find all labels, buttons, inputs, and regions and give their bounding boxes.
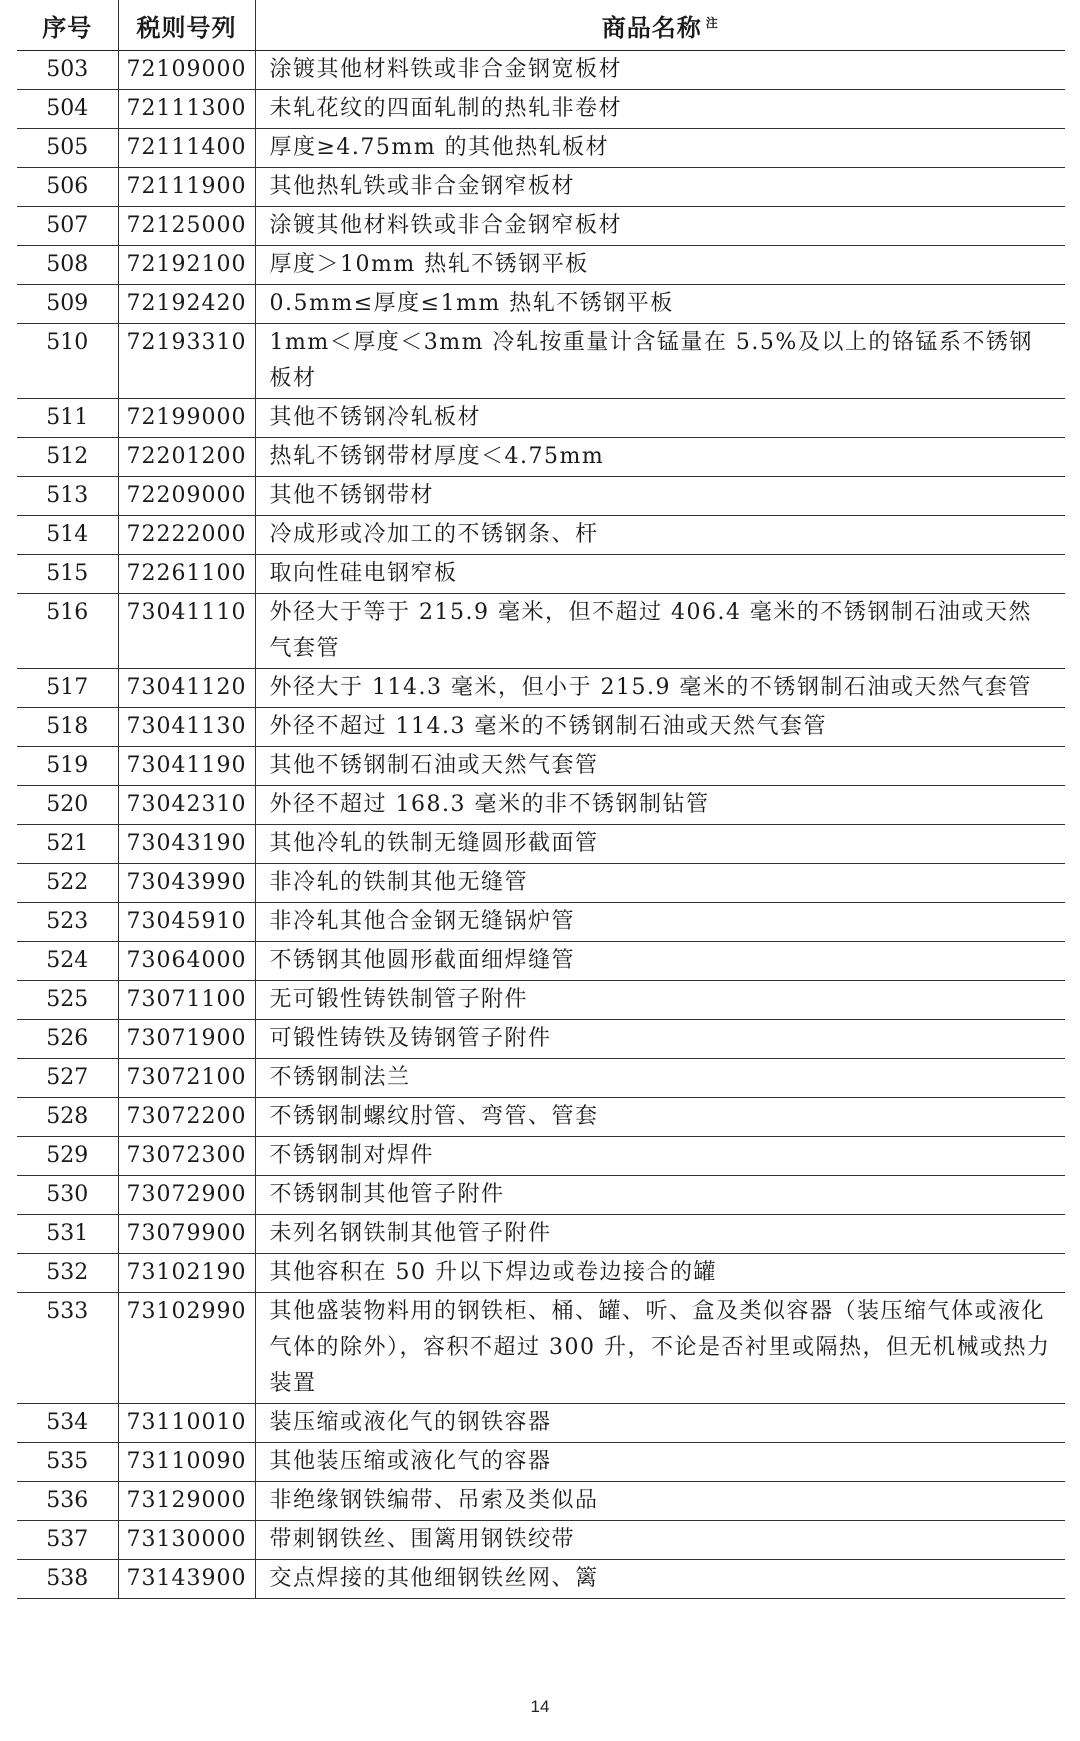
- tariff-code-cell: 73071100: [118, 981, 255, 1020]
- header-row: [17, 0, 1065, 51]
- seq-cell: 518: [17, 708, 118, 747]
- product-name-cell: 其他容积在 50 升以下焊边或卷边接合的罐: [255, 1254, 1065, 1293]
- table-row: [17, 708, 1065, 747]
- product-name-cell: 无可锻性铸铁制管子附件: [255, 981, 1065, 1020]
- product-name-cell: 不锈钢制对焊件: [255, 1137, 1065, 1176]
- table-row: [17, 129, 1065, 168]
- table-row: [17, 168, 1065, 207]
- product-name-cell: 非冷轧其他合金钢无缝锅炉管: [255, 903, 1065, 942]
- tariff-code-cell: 72192420: [118, 285, 255, 324]
- tariff-code-cell: 73041120: [118, 669, 255, 708]
- seq-cell: 505: [17, 129, 118, 168]
- product-name-cell: 0.5mm≤厚度≤1mm 热轧不锈钢平板: [255, 285, 1065, 324]
- tariff-code-cell: 73071900: [118, 1020, 255, 1059]
- tariff-code-cell: 72209000: [118, 477, 255, 516]
- seq-cell: 506: [17, 168, 118, 207]
- product-name-cell: 未列名钢铁制其他管子附件: [255, 1215, 1065, 1254]
- table-row: [17, 516, 1065, 555]
- table-row: [17, 1482, 1065, 1521]
- product-name-cell: 其他冷轧的铁制无缝圆形截面管: [255, 825, 1065, 864]
- table-row: [17, 438, 1065, 477]
- table-row: [17, 285, 1065, 324]
- tariff-code-cell: 73043990: [118, 864, 255, 903]
- tariff-table: [17, 0, 1065, 1599]
- seq-cell: 515: [17, 555, 118, 594]
- table-row: [17, 942, 1065, 981]
- product-name-cell: 外径不超过 168.3 毫米的非不锈钢制钻管: [255, 786, 1065, 825]
- table-row: [17, 825, 1065, 864]
- product-name-cell: 不锈钢制法兰: [255, 1059, 1065, 1098]
- table-body: [17, 51, 1065, 1599]
- seq-cell: 530: [17, 1176, 118, 1215]
- header-code-label: 税则号列: [136, 13, 237, 42]
- tariff-code-cell: 73102190: [118, 1254, 255, 1293]
- seq-cell: 531: [17, 1215, 118, 1254]
- seq-cell: 528: [17, 1098, 118, 1137]
- seq-cell: 521: [17, 825, 118, 864]
- seq-cell: 522: [17, 864, 118, 903]
- tariff-code-cell: 73043190: [118, 825, 255, 864]
- product-name-cell: 非冷轧的铁制其他无缝管: [255, 864, 1065, 903]
- seq-cell: 509: [17, 285, 118, 324]
- header-code: [118, 0, 255, 51]
- seq-cell: 511: [17, 399, 118, 438]
- tariff-code-cell: 73041130: [118, 708, 255, 747]
- seq-cell: 516: [17, 594, 118, 669]
- tariff-code-cell: 73041190: [118, 747, 255, 786]
- header-seq-label: 序号: [42, 13, 93, 42]
- product-name-cell: 不锈钢其他圆形截面细焊缝管: [255, 942, 1065, 981]
- tariff-code-cell: 73072300: [118, 1137, 255, 1176]
- seq-cell: 532: [17, 1254, 118, 1293]
- seq-cell: 537: [17, 1521, 118, 1560]
- tariff-code-cell: 72111900: [118, 168, 255, 207]
- table-row: [17, 555, 1065, 594]
- seq-cell: 536: [17, 1482, 118, 1521]
- tariff-code-cell: 72222000: [118, 516, 255, 555]
- table-row: [17, 324, 1065, 399]
- product-name-cell: 涂镀其他材料铁或非合金钢窄板材: [255, 207, 1065, 246]
- table-row: [17, 786, 1065, 825]
- header-name-note: 注: [705, 15, 719, 30]
- header-name-label: 商品名称: [601, 13, 702, 42]
- product-name-cell: 不锈钢制其他管子附件: [255, 1176, 1065, 1215]
- tariff-code-cell: 72109000: [118, 51, 255, 90]
- table-row: [17, 1098, 1065, 1137]
- seq-cell: 523: [17, 903, 118, 942]
- seq-cell: 520: [17, 786, 118, 825]
- product-name-cell: 可锻性铸铁及铸钢管子附件: [255, 1020, 1065, 1059]
- seq-cell: 507: [17, 207, 118, 246]
- seq-cell: 510: [17, 324, 118, 399]
- seq-cell: 526: [17, 1020, 118, 1059]
- product-name-cell: 涂镀其他材料铁或非合金钢宽板材: [255, 51, 1065, 90]
- product-name-cell: 非绝缘钢铁编带、吊索及类似品: [255, 1482, 1065, 1521]
- header-seq: [17, 0, 118, 51]
- table-header: [17, 0, 1065, 51]
- seq-cell: 525: [17, 981, 118, 1020]
- seq-cell: 524: [17, 942, 118, 981]
- product-name-cell: 其他不锈钢冷轧板材: [255, 399, 1065, 438]
- table-row: [17, 399, 1065, 438]
- product-name-cell: 外径不超过 114.3 毫米的不锈钢制石油或天然气套管: [255, 708, 1065, 747]
- product-name-cell: 1mm＜厚度＜3mm 冷轧按重量计含锰量在 5.5%及以上的铬锰系不锈钢板材: [255, 324, 1065, 399]
- tariff-code-cell: 73079900: [118, 1215, 255, 1254]
- tariff-code-cell: 73072200: [118, 1098, 255, 1137]
- table-row: [17, 747, 1065, 786]
- seq-cell: 538: [17, 1560, 118, 1599]
- seq-cell: 513: [17, 477, 118, 516]
- page-number: 14: [530, 1697, 550, 1716]
- seq-cell: 534: [17, 1404, 118, 1443]
- tariff-code-cell: 73143900: [118, 1560, 255, 1599]
- product-name-cell: 热轧不锈钢带材厚度＜4.75mm: [255, 438, 1065, 477]
- table-row: [17, 51, 1065, 90]
- product-name-cell: 其他盛装物料用的钢铁柜、桶、罐、听、盒及类似容器（装压缩气体或液化气体的除外），容积不超过 300 升，不论是否衬里或隔热，但无机械或热力装置: [255, 1293, 1065, 1404]
- tariff-code-cell: 73045910: [118, 903, 255, 942]
- product-name-cell: 厚度＞10mm 热轧不锈钢平板: [255, 246, 1065, 285]
- table-row: [17, 903, 1065, 942]
- table-row: [17, 477, 1065, 516]
- product-name-cell: 装压缩或液化气的钢铁容器: [255, 1404, 1065, 1443]
- table-row: [17, 981, 1065, 1020]
- table-row: [17, 594, 1065, 669]
- seq-cell: 512: [17, 438, 118, 477]
- tariff-code-cell: 72125000: [118, 207, 255, 246]
- product-name-cell: 带刺钢铁丝、围篱用钢铁绞带: [255, 1521, 1065, 1560]
- product-name-cell: 其他装压缩或液化气的容器: [255, 1443, 1065, 1482]
- table-row: [17, 669, 1065, 708]
- tariff-code-cell: 73041110: [118, 594, 255, 669]
- product-name-cell: 其他不锈钢带材: [255, 477, 1065, 516]
- table-row: [17, 1215, 1065, 1254]
- tariff-code-cell: 72199000: [118, 399, 255, 438]
- seq-cell: 517: [17, 669, 118, 708]
- table-row: [17, 1059, 1065, 1098]
- product-name-cell: 外径大于等于 215.9 毫米，但不超过 406.4 毫米的不锈钢制石油或天然气套管: [255, 594, 1065, 669]
- tariff-code-cell: 72261100: [118, 555, 255, 594]
- tariff-code-cell: 73064000: [118, 942, 255, 981]
- table-row: [17, 90, 1065, 129]
- seq-cell: 533: [17, 1293, 118, 1404]
- seq-cell: 504: [17, 90, 118, 129]
- product-name-cell: 取向性硅电钢窄板: [255, 555, 1065, 594]
- tariff-code-cell: 73110010: [118, 1404, 255, 1443]
- product-name-cell: 不锈钢制螺纹肘管、弯管、管套: [255, 1098, 1065, 1137]
- table-row: [17, 1404, 1065, 1443]
- tariff-code-cell: 72192100: [118, 246, 255, 285]
- seq-cell: 527: [17, 1059, 118, 1098]
- product-name-cell: 厚度≥4.75mm 的其他热轧板材: [255, 129, 1065, 168]
- tariff-code-cell: 73129000: [118, 1482, 255, 1521]
- table-row: [17, 1254, 1065, 1293]
- table-row: [17, 1443, 1065, 1482]
- header-name: [255, 0, 1065, 51]
- seq-cell: 508: [17, 246, 118, 285]
- seq-cell: 535: [17, 1443, 118, 1482]
- product-name-cell: 外径大于 114.3 毫米，但小于 215.9 毫米的不锈钢制石油或天然气套管: [255, 669, 1065, 708]
- table-row: [17, 1176, 1065, 1215]
- product-name-cell: 未轧花纹的四面轧制的热轧非卷材: [255, 90, 1065, 129]
- tariff-code-cell: 72201200: [118, 438, 255, 477]
- table-row: [17, 207, 1065, 246]
- table-row: [17, 1521, 1065, 1560]
- table-row: [17, 1560, 1065, 1599]
- tariff-code-cell: 72111300: [118, 90, 255, 129]
- table-row: [17, 864, 1065, 903]
- table-row: [17, 1293, 1065, 1404]
- table-row: [17, 1020, 1065, 1059]
- table-row: [17, 246, 1065, 285]
- tariff-code-cell: 73042310: [118, 786, 255, 825]
- product-name-cell: 其他不锈钢制石油或天然气套管: [255, 747, 1065, 786]
- tariff-code-cell: 72111400: [118, 129, 255, 168]
- product-name-cell: 冷成形或冷加工的不锈钢条、杆: [255, 516, 1065, 555]
- seq-cell: 519: [17, 747, 118, 786]
- table-row: [17, 1137, 1065, 1176]
- tariff-code-cell: 73110090: [118, 1443, 255, 1482]
- seq-cell: 503: [17, 51, 118, 90]
- product-name-cell: 其他热轧铁或非合金钢窄板材: [255, 168, 1065, 207]
- tariff-code-cell: 73102990: [118, 1293, 255, 1404]
- tariff-code-cell: 73130000: [118, 1521, 255, 1560]
- seq-cell: 514: [17, 516, 118, 555]
- product-name-cell: 交点焊接的其他细钢铁丝网、篱: [255, 1560, 1065, 1599]
- seq-cell: 529: [17, 1137, 118, 1176]
- tariff-code-cell: 73072900: [118, 1176, 255, 1215]
- tariff-code-cell: 72193310: [118, 324, 255, 399]
- tariff-code-cell: 73072100: [118, 1059, 255, 1098]
